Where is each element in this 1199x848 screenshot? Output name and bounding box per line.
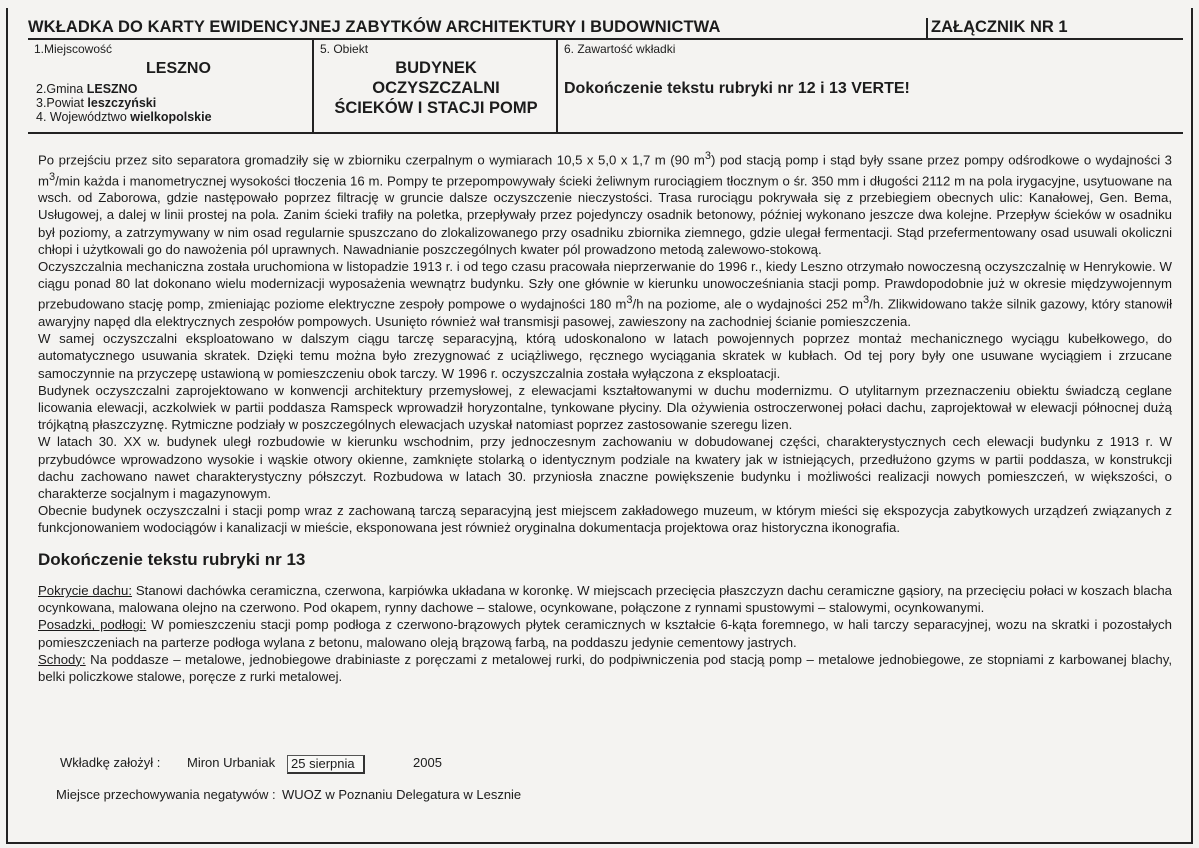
insert-contents-label: 6. Zawartość wkładki: [564, 42, 676, 56]
floor-term: Posadzki, podłogi:: [38, 617, 147, 633]
powiat-line: [36, 96, 156, 110]
gmina-label: 2.Gmina: [36, 82, 87, 96]
object-title-line1: BUDYNEK: [395, 59, 477, 77]
voivodeship-value: wielkopolskie: [130, 110, 212, 124]
gmina-value: LESZNO: [86, 82, 138, 96]
powiat-label: 3.Powiat: [36, 96, 88, 110]
paragraph-6: Obecnie budynek oczyszczalni i stacji pomp wraz z zachowaną tarczą separacyjną jest miejscem zakładowego muzeum, w którym mieści się ekspozycja zabytkowych urządzeń związanych z funkcjonowaniem wodociągów i kanalizacji w mieście, eksponowana jest również oryginalna dokumentacja projektowa oraz historyczna ikonografia.: [38, 503, 1172, 536]
roof-paragraph: Pokrycie dachu: Stanowi dachówka ceramiczna, czerwona, karpiówka układana w koronkę. W miejscach przecięcia płaszczyzn dachu ceramiczne gąsiory, na przecięciu połaci w koszach blacha ocynkowana, malowana olejno na czerwono. Pod okapem, rynny dachowe – stalowe, ocynkowane, połączone z rynnami spustowymi – stalowymi, ocynkowanymi.: [38, 583, 1173, 616]
author-label: Wkładkę założył :: [60, 755, 161, 770]
annex-label: ZAŁĄCZNIK NR 1: [926, 18, 1068, 40]
author-name: Miron Urbaniak: [187, 755, 276, 770]
negatives-label: Miejsce przechowywania negatywów :: [56, 787, 276, 802]
object-title-line3: ŚCIEKÓW I STACJI POMP: [334, 99, 538, 117]
stairs-term: Schody:: [38, 651, 86, 667]
insert-contents-text: Dokończenie tekstu rubryki nr 12 i 13 VERTE!: [564, 80, 910, 97]
header-bottom-divider: [28, 132, 1183, 134]
object-title: [314, 58, 558, 118]
paragraph-5: W latach 30. XX w. budynek uległ rozbudowie w kierunku wschodnim, przy jednoczesnym zachowaniu w dobudowanej części, charakterystycznych cech elewacji budynku z 1913 r. W przybudówce wprowadzono wysokie i wąskie otwory okienne, zamknięte stolarką o identycznym podziale na kwatery jak w istniejących, przedłużono gzyms w partii poddasza, w konstrukcji dachu zachowano nawet charakterystyczny półszczyt. Rozbudowa w latach 30. przyniosła znaczne powiększenie budynku i możliwości realizacji nowych pomieszczeń, w większości, o charakterze socjalnym i magazynowym.: [38, 434, 1172, 502]
main-text: [38, 148, 1172, 537]
floor-paragraph: Posadzki, podłogi: W pomieszczeniu stacji pomp podłoga z czerwono-brązowych płytek ceramicznych w kształcie 6-kąta foremnego, w hali tarczy separacyjnej, wozu na skratki i pozostałych pomieszczeniach na parterze podłoga wylana z betonu, malowano oleją brązową farbą, na poddaszu jedynie cementowy jastrych.: [38, 617, 1172, 650]
paragraph-3: W samej oczyszczalni eksploatowano w dalszym ciągu tarczę separacyjną, którą udoskonalono w latach powojennych poprzez montaż mechanicznego wyciągu kubełkowego, do automatycznego usuwania skratek. Dzięki temu można było zrezygnować z uciążliwego, ręcznego wyciągania skratek w kubłach. Od tej pory były one usuwane wyciągiem i zrzucane samoczynnie na przyczepę ustawioną w pomieszczeniu obok tarczy. W 1996 r. oczyszczalnia została wyłączona z eksploatacji.: [38, 331, 1172, 381]
location-label: 1.Miejscowość: [34, 42, 113, 56]
insert-contents-box: [558, 40, 1183, 132]
date-field[interactable]: [287, 755, 365, 774]
object-box: [314, 40, 558, 132]
stairs-paragraph: Schody: Na poddasze – metalowe, jednobiegowe drabiniaste z poręczami z metalowej rurki, do podpiwniczenia pod stacją pomp – metalowe jednobiegowe, ze stopniami z karbowanej blachy, belki policzkowe stalowe, poręcze z rurki metalowej.: [38, 651, 1172, 685]
paragraph-1: Po przejściu przez sito separatora gromadziły się w zbiorniku czerpalnym o wymiarach 10,5 x 5,0 x 1,7 m (90 $m^3$) pod stacją pomp i stąd były ssane przez pompy odśrodkowe o wydajności 3 $m^3/\min$ każda i manometrycznej wysokości tłoczenia 16 m. Pompy te przepompowywały ścieki żeliwnym rurociągiem tłocznym o śr. 350 mm i długości 2112 m na pola irygacyjne, usytuowane na wsch. od Zaborowa, gdzie następowało poprzez filtrację w gruncie dalsze oczyszczenie nieczystości. Trasa rurociągu pokrywała się z przebiegiem obecnych ulic: Kanałowej, Gen. Bema, Usługowej, a dalej w linii prostej na pola. Zanim ścieki trafiły na poletka, przepływały przez pojedynczy osadnik betonowy, później wykonano jeszcze dwa kolejne. Przepływ ścieków w osadniku był poziomy, a zatrzymywany w nim osad regularnie spuszczano do zlokalizowanego przy osadniku zbiornika ziemnego, gdzie ulegał fermentacji. Stąd przefermentowany osad usuwali okoliczni chłopi i użytkowali go do nawożenia pól uprawnych. Nawadnianie poszczególnych kwater pól prowadzono metodą zalewowo-stokową.: [38, 150, 1173, 257]
paragraph-4: Budynek oczyszczalni zaprojektowano w konwencji architektury przemysłowej, z elewacjami kształtowanymi w duchu modernizmu. O utylitarnym przeznaczeniu obiektu świadczą ceglane licowania elewacji, aczkolwiek w partii poddasza Ramspeck wprowadził horyzontalne, tynkowane płyciny. Dla ożywienia ostroczerwonej połaci dachu, zaprojektował w elewacji północnej dużą trójkątną płaszczyznę. Rytmiczne podziały w poszczególnych elewacjach uzyskał natomiast poprzez zastosowanie szeregu lizen.: [38, 382, 1172, 433]
voivodeship-line: [36, 110, 212, 124]
date-value: 25 sierpnia: [287, 755, 365, 774]
powiat-value: leszczyński: [87, 96, 157, 110]
place-name: LESZNO: [146, 60, 211, 77]
voivodeship-label: 4. Województwo: [36, 110, 131, 124]
object-title-line2: OCZYSZCZALNI: [372, 79, 500, 97]
paragraph-2: Oczyszczalnia mechaniczna została uruchomiona w listopadzie 1913 r. i od tego czasu pracowała nieprzerwanie do 1996 r., kiedy Leszno otrzymało nowoczesną oczyszczalnię w Henrykowie. W ciągu ponad 80 lat dokonano wielu modernizacji wyposażenia wewnątrz budynku. Szły one głównie w kierunku unowocześniania stacji pomp. Prawdopodobnie już w okresie międzywojennym przebudowano stację pomp, zmieniając poziome elektryczne zespoły pompowe o wydajności 180 $m^3/h$ na poziome, ale o wydajności 252 $m^3/h$. Zlikwidowano także silnik gazowy, który stanowił awaryjny napęd dla elektrycznych zespołów pompowych. Usunięto również wał transmisji pasowej, zawieszony na zachodniej ścianie pomieszczenia.: [38, 259, 1173, 329]
document-title: WKŁADKA DO KARTY EWIDENCYJNEJ ZABYTKÓW ARCHITEKTURY I BUDOWNICTWA: [28, 18, 721, 36]
year-value: 2005: [413, 755, 442, 770]
location-box: [28, 40, 314, 132]
object-label: 5. Obiekt: [320, 42, 369, 56]
section-13-heading: Dokończenie tekstu rubryki nr 13: [38, 550, 306, 569]
roof-term: Pokrycie dachu:: [38, 583, 133, 598]
negatives-location: WUOZ w Poznaniu Delegatura w Lesznie: [282, 787, 522, 802]
section-13-text: [38, 582, 1172, 685]
gmina-line: [36, 82, 137, 96]
